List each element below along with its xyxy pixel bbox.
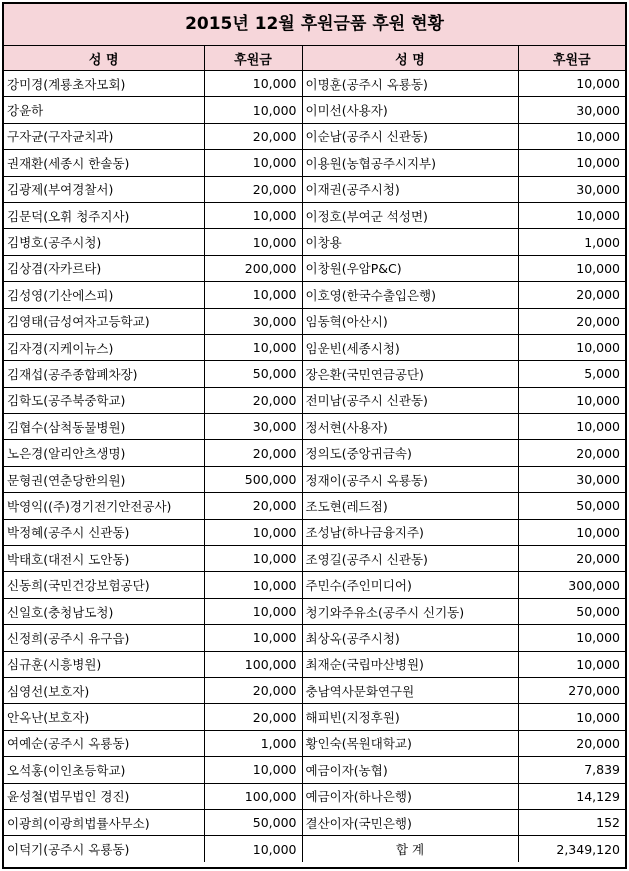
donor-name-right: 정재이(공주시 옥룡동): [302, 466, 518, 492]
donation-amount-left: 10,000: [204, 202, 302, 228]
donor-name-right: 해피빈(지정후원): [302, 704, 518, 730]
donation-amount-left: 20,000: [204, 123, 302, 149]
sheet-title: 2015년 12월 후원금품 후원 현황: [4, 4, 625, 46]
donation-amount-right: 10,000: [518, 519, 625, 545]
donation-amount-right: 20,000: [518, 282, 625, 308]
donor-name-right: 결산이자(국민은행): [302, 809, 518, 835]
table-row: [4, 361, 625, 387]
table-row: [4, 572, 625, 598]
donor-name-right: 이미선(사용자): [302, 97, 518, 123]
table-row: [4, 757, 625, 783]
donation-amount-right: 20,000: [518, 308, 625, 334]
donor-name-left: 이광희(이광희법률사무소): [4, 809, 204, 835]
table-row: [4, 704, 625, 730]
donor-name-right: 조도현(레드점): [302, 493, 518, 519]
donation-amount-left: 100,000: [204, 783, 302, 809]
donor-name-left: 김광제(부여경찰서): [4, 176, 204, 202]
donor-name-right: 이창용: [302, 229, 518, 255]
donor-name-left: 강윤하: [4, 97, 204, 123]
donation-amount-left: 500,000: [204, 466, 302, 492]
donation-amount-right: 7,839: [518, 757, 625, 783]
donor-name-right: 이재권(공주시청): [302, 176, 518, 202]
donation-amount-left: 20,000: [204, 176, 302, 202]
donor-name-left: 노은경(알리안츠생명): [4, 440, 204, 466]
donation-amount-left: 10,000: [204, 598, 302, 624]
donor-name-left: 김재섭(공주종합폐차장): [4, 361, 204, 387]
donor-name-right: 예금이자(농협): [302, 757, 518, 783]
donation-amount-left: 20,000: [204, 387, 302, 413]
donation-amount-left: 10,000: [204, 150, 302, 176]
table-row: [4, 625, 625, 651]
donation-amount-right: 30,000: [518, 97, 625, 123]
donation-amount-left: 50,000: [204, 361, 302, 387]
table-row: [4, 150, 625, 176]
donation-amount-right: 30,000: [518, 466, 625, 492]
header-row: [4, 46, 625, 71]
donation-amount-right: 10,000: [518, 150, 625, 176]
donor-name-left: 오석홍(이인초등학교): [4, 757, 204, 783]
table-row: [4, 519, 625, 545]
table-row: [4, 334, 625, 360]
donor-name-right: 이명훈(공주시 옥룡동): [302, 71, 518, 97]
donor-name-left: 박영익((주)경기전기안전공사): [4, 493, 204, 519]
donation-amount-left: 30,000: [204, 414, 302, 440]
donor-name-right: 이호영(한국수출입은행): [302, 282, 518, 308]
donor-name-left: 신정희(공주시 유구읍): [4, 625, 204, 651]
donor-name-left: 신동희(국민건강보험공단): [4, 572, 204, 598]
table-row: [4, 730, 625, 756]
total-row: [4, 836, 625, 862]
donation-amount-right: 270,000: [518, 677, 625, 703]
table-body: [4, 71, 625, 862]
donor-name-right: 임동혁(아산시): [302, 308, 518, 334]
donation-amount-left: 10,000: [204, 282, 302, 308]
donor-name-left: 심영선(보호자): [4, 677, 204, 703]
table-row: [4, 809, 625, 835]
donor-name-left: 강미경(계룡초자모회): [4, 71, 204, 97]
table-row: [4, 176, 625, 202]
table-row: [4, 466, 625, 492]
header-name-left: 성 명: [4, 46, 204, 71]
donor-name-right: 청기와주유소(공주시 신기동): [302, 598, 518, 624]
donor-name-right: 황인숙(목원대학교): [302, 730, 518, 756]
donor-name-right: 정의도(중앙귀금속): [302, 440, 518, 466]
donor-name-right: 이용원(농협공주시지부): [302, 150, 518, 176]
donation-amount-right: 20,000: [518, 730, 625, 756]
donor-name-left: 김협수(삼척동물병원): [4, 414, 204, 440]
table-row: [4, 677, 625, 703]
table-row: [4, 493, 625, 519]
donation-amount-right: 14,129: [518, 783, 625, 809]
donor-name-left: 신일호(충청남도청): [4, 598, 204, 624]
donation-amount-left: 30,000: [204, 308, 302, 334]
donor-name-right: 이순남(공주시 신관동): [302, 123, 518, 149]
donor-name-left: 심규훈(시흥병원): [4, 651, 204, 677]
donation-amount-right: 50,000: [518, 598, 625, 624]
table-row: [4, 229, 625, 255]
donation-amount-left: 10,000: [204, 97, 302, 123]
table-row: [4, 783, 625, 809]
donation-amount-left: 50,000: [204, 809, 302, 835]
donor-name-right: 전미남(공주시 신관동): [302, 387, 518, 413]
donation-amount-right: 300,000: [518, 572, 625, 598]
donation-amount-right: 10,000: [518, 334, 625, 360]
donor-name-left: 김영태(금성여자고등학교): [4, 308, 204, 334]
donation-amount-left: 10,000: [204, 334, 302, 360]
donor-name-left: 박정혜(공주시 신관동): [4, 519, 204, 545]
donation-amount-left: 10,000: [204, 757, 302, 783]
donor-name-left: 김성영(기산에스피): [4, 282, 204, 308]
table-row: [4, 598, 625, 624]
donor-name-left: 문형권(연춘당한의원): [4, 466, 204, 492]
table-row: [4, 97, 625, 123]
donor-name-right: 최재순(국립마산병원): [302, 651, 518, 677]
total-amount: 2,349,120: [518, 836, 625, 862]
donation-amount-left: 10,000: [204, 572, 302, 598]
table-row: [4, 123, 625, 149]
donor-name-left: 권재환(세종시 한솔동): [4, 150, 204, 176]
donation-amount-right: 1,000: [518, 229, 625, 255]
donation-amount-right: 10,000: [518, 625, 625, 651]
donor-name-right: 조성남(하나금융지주): [302, 519, 518, 545]
header-amount-right: 후원금: [518, 46, 625, 71]
donation-amount-right: 152: [518, 809, 625, 835]
donation-amount-right: 50,000: [518, 493, 625, 519]
donation-amount-left: 200,000: [204, 255, 302, 281]
donation-amount-left: 20,000: [204, 704, 302, 730]
donor-name-right: 충남역사문화연구원: [302, 677, 518, 703]
header-amount-left: 후원금: [204, 46, 302, 71]
donation-amount-right: 10,000: [518, 414, 625, 440]
donor-name-left: 윤성철(법무법인 경진): [4, 783, 204, 809]
donation-amount-right: 10,000: [518, 71, 625, 97]
donor-name-left: 여예순(공주시 옥룡동): [4, 730, 204, 756]
donor-name-right: 임운빈(세종시청): [302, 334, 518, 360]
table-row: [4, 308, 625, 334]
donor-name-right: 최상옥(공주시청): [302, 625, 518, 651]
donor-name-left: 구자균(구자균치과): [4, 123, 204, 149]
donation-amount-right: 30,000: [518, 176, 625, 202]
donation-amount-left: 10,000: [204, 836, 302, 862]
donor-name-right: 정서현(사용자): [302, 414, 518, 440]
donation-amount-left: 10,000: [204, 519, 302, 545]
donation-amount-left: 20,000: [204, 677, 302, 703]
donor-name-left: 김학도(공주북중학교): [4, 387, 204, 413]
donor-name-left: 김문덕(오휘 청주지사): [4, 202, 204, 228]
donation-amount-right: 20,000: [518, 440, 625, 466]
donation-amount-left: 1,000: [204, 730, 302, 756]
donor-name-left: 김상겸(자카르타): [4, 255, 204, 281]
donation-amount-right: 10,000: [518, 387, 625, 413]
donor-name-left: 김병호(공주시청): [4, 229, 204, 255]
total-label: 합 계: [302, 836, 518, 862]
donation-amount-right: 5,000: [518, 361, 625, 387]
donation-amount-left: 10,000: [204, 546, 302, 572]
donation-amount-left: 20,000: [204, 440, 302, 466]
donor-name-right: 이정호(부여군 석성면): [302, 202, 518, 228]
table-row: [4, 414, 625, 440]
donor-name-right: 장은환(국민연금공단): [302, 361, 518, 387]
table-row: [4, 440, 625, 466]
donation-amount-right: 10,000: [518, 202, 625, 228]
donation-amount-right: 10,000: [518, 651, 625, 677]
donation-table: [4, 46, 625, 862]
donation-amount-right: 20,000: [518, 546, 625, 572]
donor-name-left: 안옥난(보호자): [4, 704, 204, 730]
donation-amount-right: 10,000: [518, 123, 625, 149]
table-row: [4, 282, 625, 308]
donor-name-right: 주민수(주인미디어): [302, 572, 518, 598]
donation-amount-left: 10,000: [204, 71, 302, 97]
donation-amount-left: 100,000: [204, 651, 302, 677]
donation-amount-left: 10,000: [204, 229, 302, 255]
header-name-right: 성 명: [302, 46, 518, 71]
donation-amount-left: 10,000: [204, 625, 302, 651]
donor-name-left: 박태호(대전시 도안동): [4, 546, 204, 572]
table-row: [4, 546, 625, 572]
table-row: [4, 202, 625, 228]
donor-name-left: 김자경(지케이뉴스): [4, 334, 204, 360]
table-row: [4, 255, 625, 281]
donor-name-left: 이덕기(공주시 옥룡동): [4, 836, 204, 862]
table-row: [4, 71, 625, 97]
donor-name-right: 이창원(우암P&C): [302, 255, 518, 281]
donation-amount-right: 10,000: [518, 255, 625, 281]
donation-amount-left: 20,000: [204, 493, 302, 519]
table-row: [4, 387, 625, 413]
donor-name-right: 조영길(공주시 신관동): [302, 546, 518, 572]
table-row: [4, 651, 625, 677]
donor-name-right: 예금이자(하나은행): [302, 783, 518, 809]
donation-amount-right: 10,000: [518, 704, 625, 730]
donation-sheet: [2, 2, 627, 869]
